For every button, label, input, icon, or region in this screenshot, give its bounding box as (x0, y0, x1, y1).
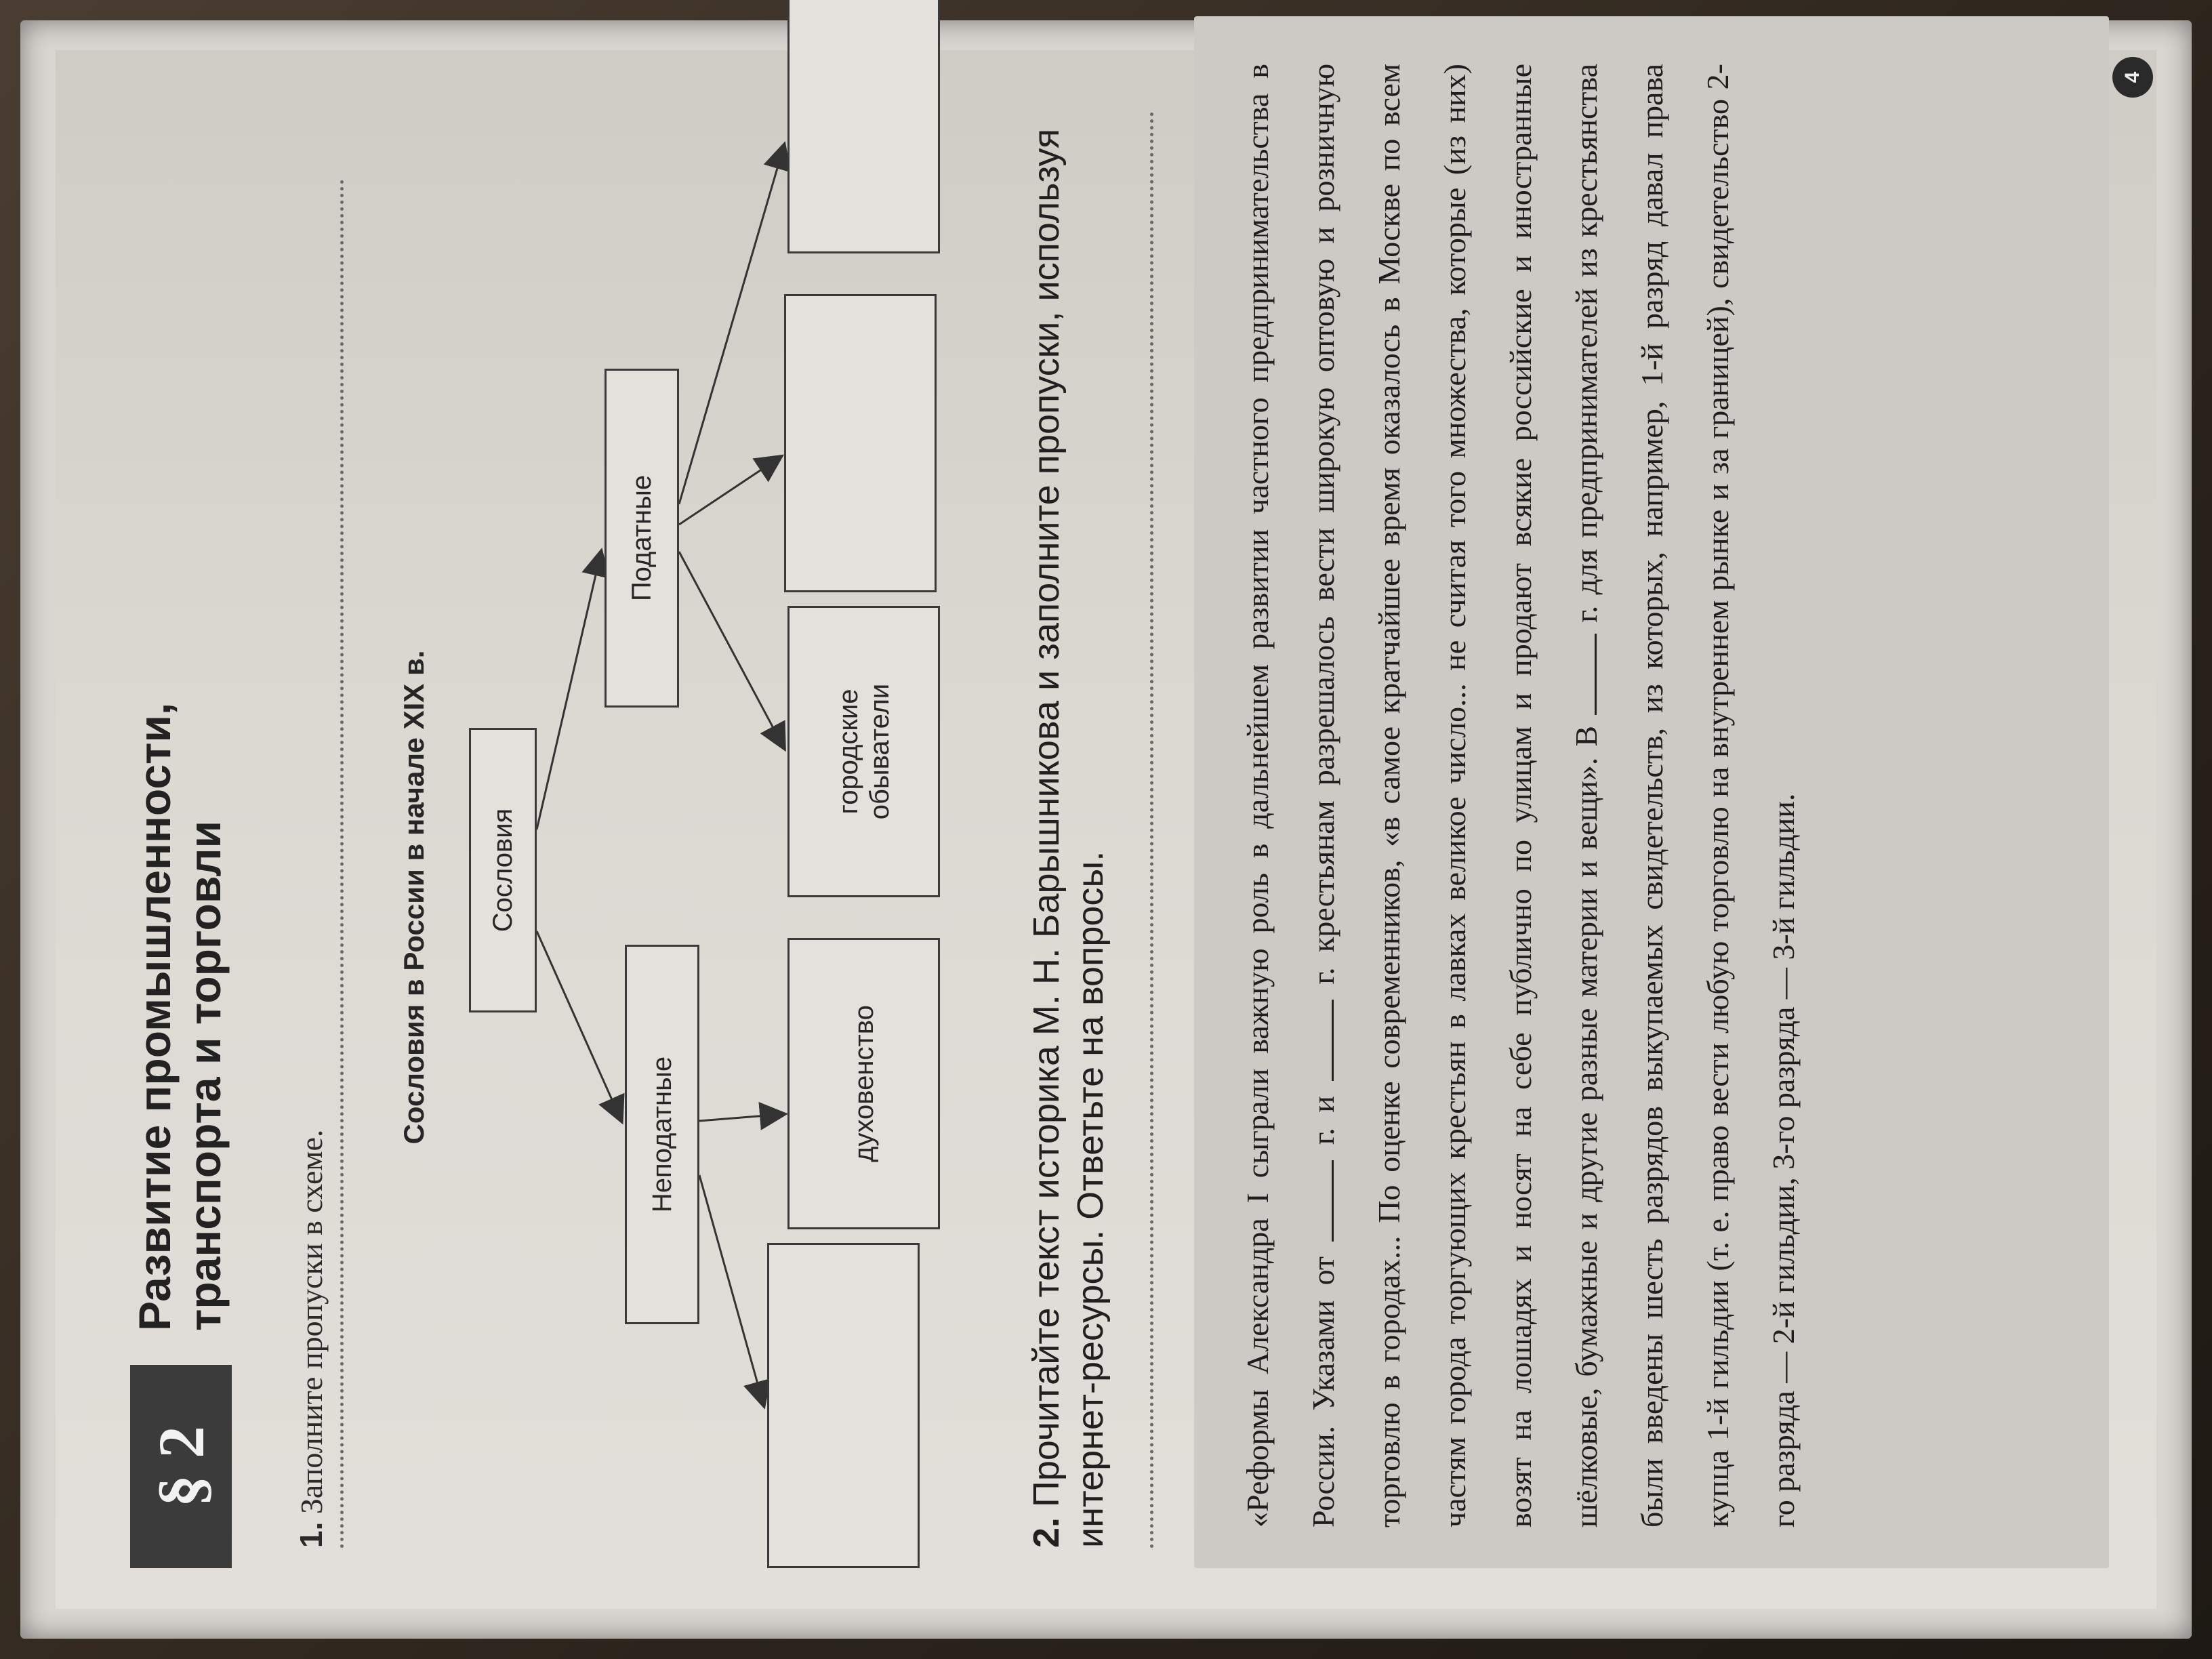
quote-part-2: г. и (1306, 1096, 1340, 1145)
chapter-title-line-2: транспорта и торговли (179, 820, 230, 1331)
arrow-podatnye-to-blank-3 (679, 145, 784, 504)
scheme-box-blank-left[interactable] (767, 1243, 920, 1568)
quote-part-4: г. для предпринимателей из крестьянства были введены шесть разрядов выкупаемых свидетельств, из которых, например, 1-й разряд давал права купца 1-й гильдии (т. е. право вести любую торговлю на внутреннем рынке и за границей), свидетельство 2-го разряда — 2-й гильдии, 3-го разряда — 3-й гильдии. (1569, 63, 1801, 1528)
task-1-number: 1. (293, 1521, 329, 1548)
task-1-text: Заполните пропуски в схеме. (294, 1129, 329, 1515)
blank-year-3[interactable] (1572, 634, 1597, 715)
quote-text (1225, 64, 1816, 1528)
dotted-divider-2 (1150, 111, 1153, 1548)
page-number: 4 (2112, 57, 2153, 98)
task-2-number: 2. (1026, 1517, 1067, 1548)
arrow-nepodatnye-to-blank (699, 1175, 764, 1406)
scheme-title: Сословия в России в начале XIX в. (398, 650, 430, 1145)
scheme-box-podatnye: Податные (605, 369, 679, 708)
quote-part-3: г. крестьянам разрешалось вести широкую оптовую и розничную торговлю в городах... По оценке современников, «в самое кратчайшее время оказалось в Москве по всем частям города торгующих крестьян в лавках великое число... не считая того множества, которые (из них) возят на лошадях и носят на себе публично по улицам и продают всякие российские и иностранные шёлковые, бумажные и другие разные материи и вещи». В (1306, 63, 1603, 1528)
gorodskie-line-2: обыватели (864, 683, 895, 820)
scheme-box-blank-right-1[interactable] (784, 294, 937, 592)
section-badge: § 2 (130, 1365, 232, 1568)
arrow-podatnye-to-gorodskie (679, 552, 784, 748)
scheme-box-blank-right-2[interactable] (787, 0, 940, 253)
quote-box (1194, 16, 2109, 1568)
arrow-podatnye-to-blank-2 (679, 457, 781, 525)
scheme-box-gorodskie-obyvateli (787, 606, 940, 897)
blank-year-1[interactable] (1309, 1160, 1334, 1242)
quote-part-1: «Реформы Александра I сыграли важную роль в дальнейшем развитии частного предпринимательства в России. Указами от (1240, 64, 1340, 1528)
chapter-title-line-1: Развитие промышленности, (129, 702, 180, 1331)
scheme-box-soslovia: Сословия (469, 728, 537, 1012)
arrow-nepodatnye-to-duhovenstvo (699, 1114, 784, 1121)
arrow-root-to-nepodatnye (537, 931, 621, 1121)
task-2-text: Прочитайте текст историка М. Н. Барышникова и заполните пропуски, используя интернет-ресурсы. Ответьте на вопросы. (1026, 128, 1111, 1548)
gorodskie-line-1: городские (833, 689, 863, 815)
task-2-instruction (1025, 111, 1113, 1548)
arrow-root-to-podatnye (537, 552, 601, 830)
textbook-page (56, 50, 2156, 1609)
blank-year-2[interactable] (1309, 1000, 1334, 1081)
scheme-box-nepodatnye: Неподатные (625, 945, 699, 1324)
scheme-box-duhovenstvo: духовенство (787, 938, 940, 1229)
